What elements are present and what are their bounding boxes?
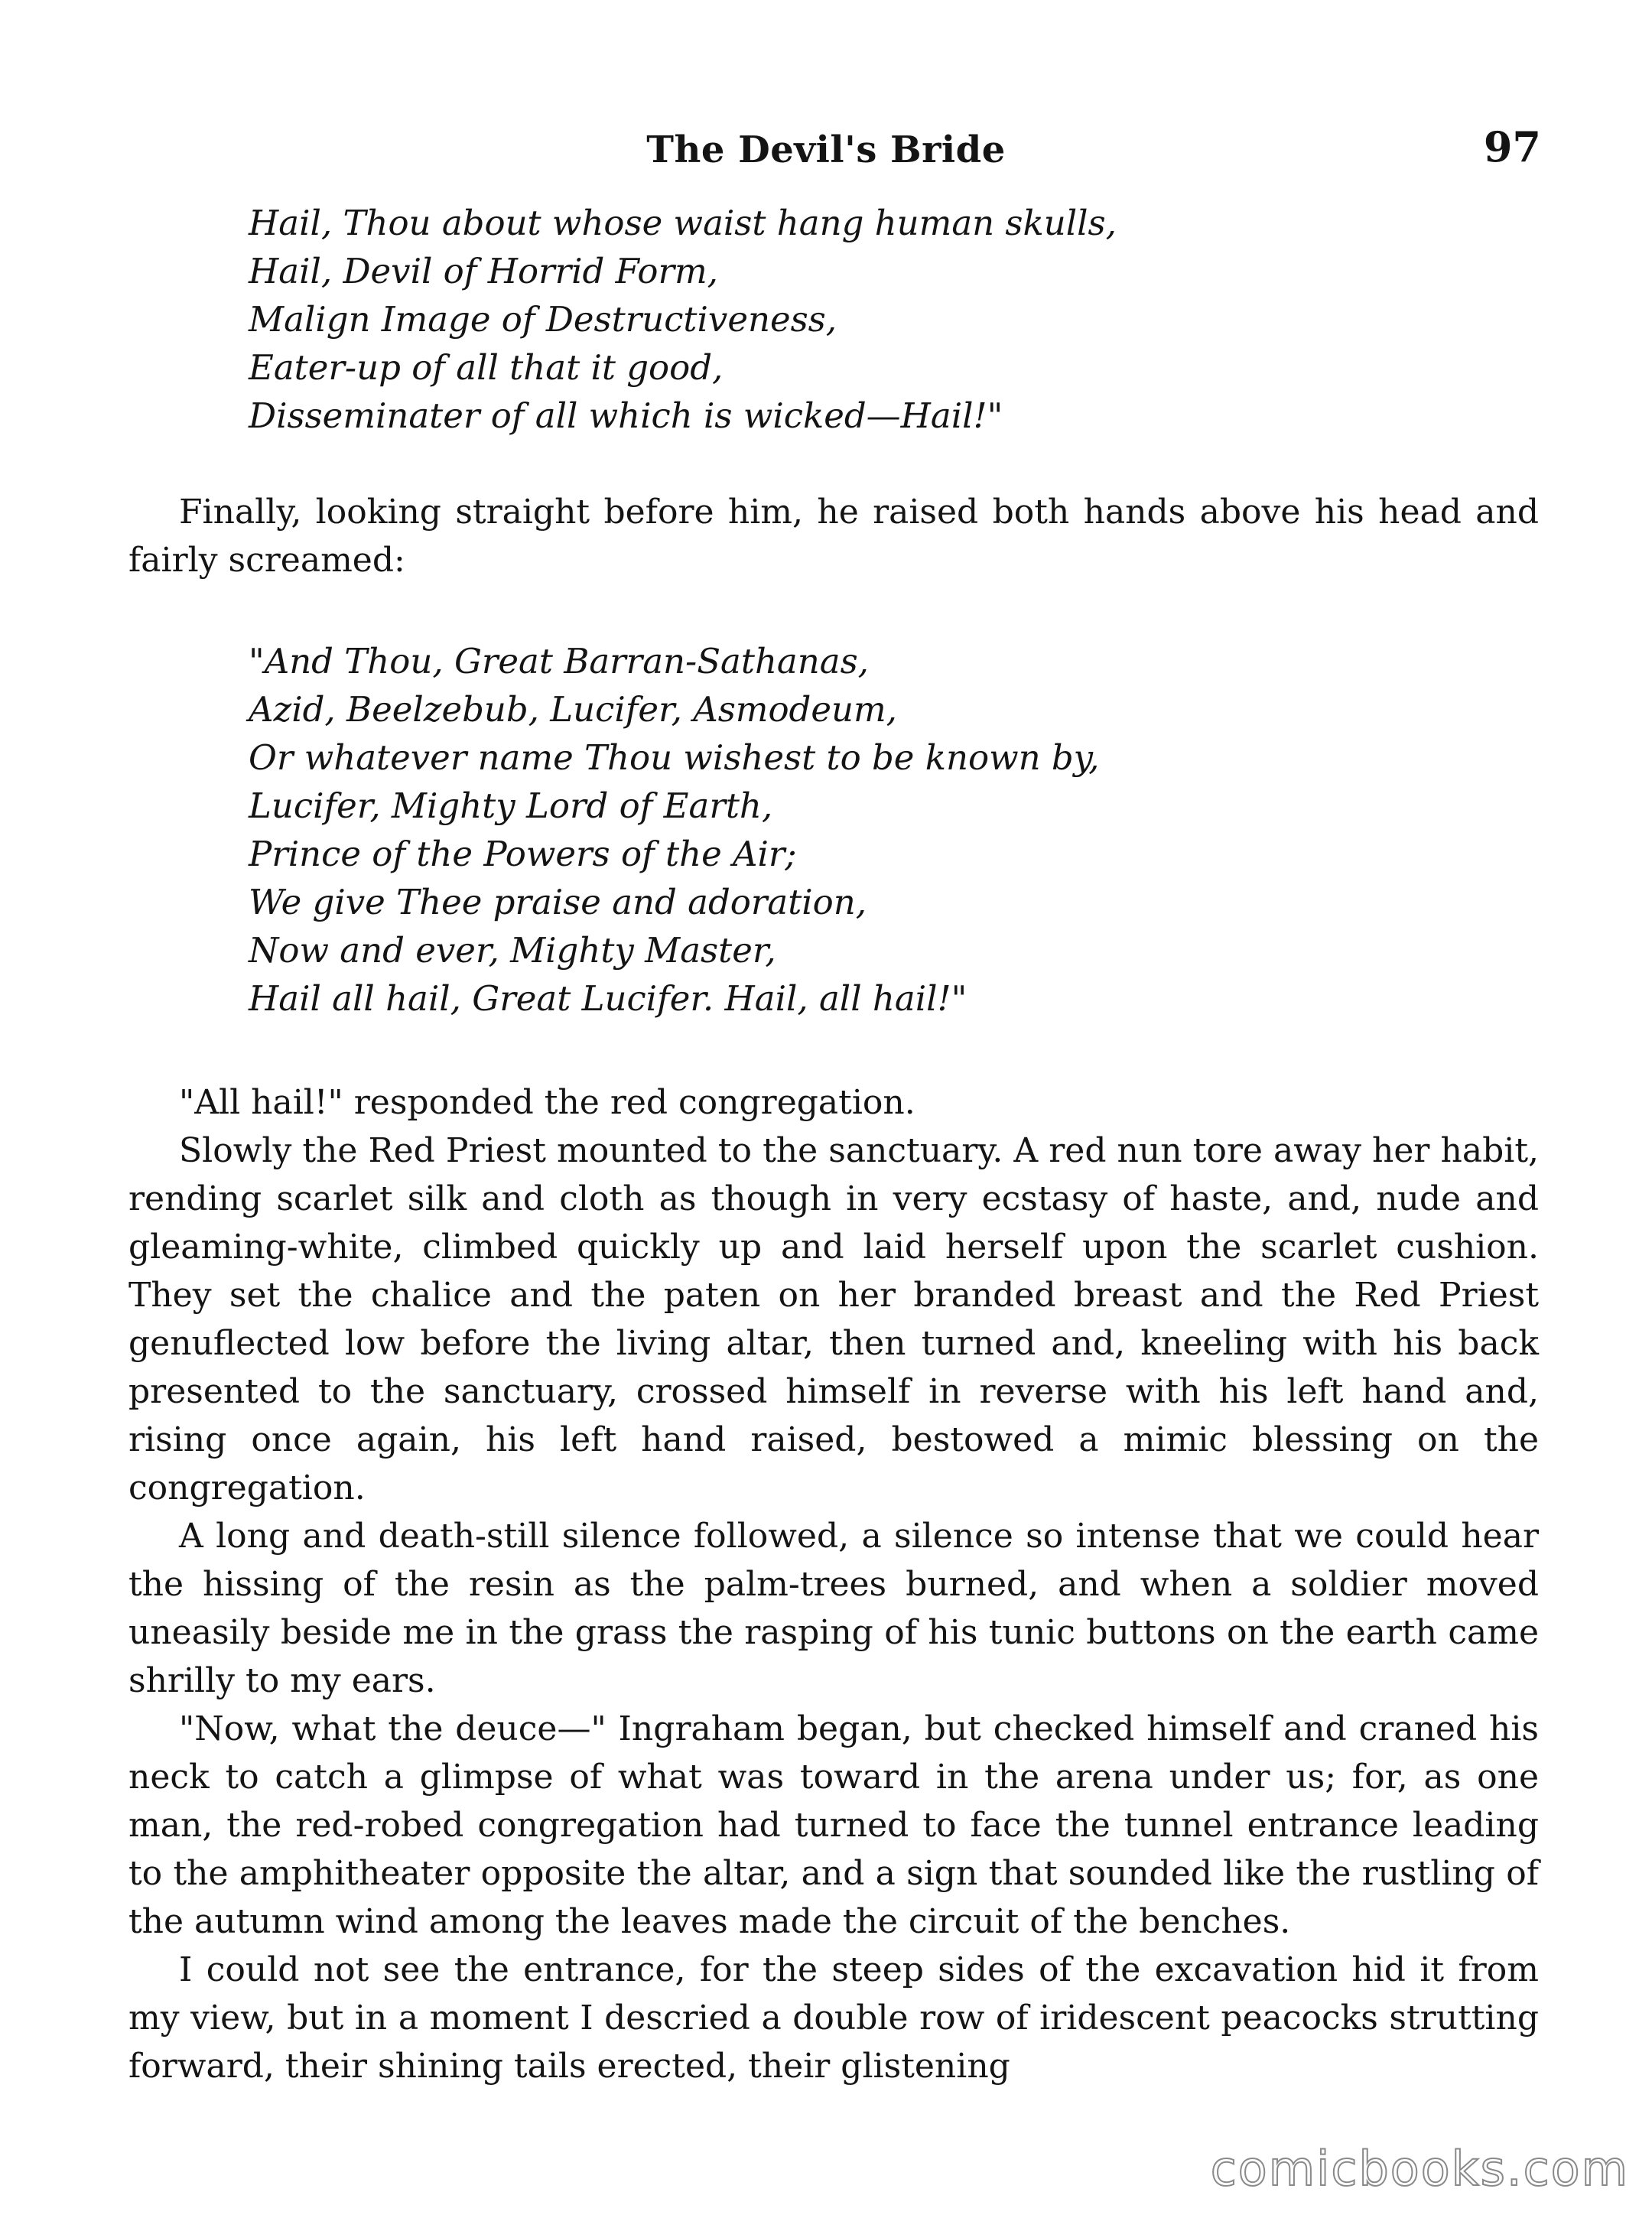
verse-line: Now and ever, Mighty Master, [249, 930, 776, 971]
paragraph: "All hail!" responded the red congregation. [179, 1083, 915, 1122]
running-title: The Devil's Bride [646, 128, 1006, 171]
verse-line: "And Thou, Great Barran-Sathanas, [249, 641, 869, 681]
paragraph: Finally, looking straight before him, he raised both hands above his head and fairly screamed: [128, 493, 1539, 580]
paragraph: Slowly the Red Priest mounted to the sanctuary. A red nun tore away her habit, rending scarlet silk and cloth as though in very ecstasy of haste, and, nude and gleaming-white, climbed quickly up and laid herself upon the scarlet cushion. They set the chalice and the paten on her branded breast and the Red Priest genuflected low before the living altar, then turned and, kneeling with his back presented to the sanctuary, crossed himself in reverse with his left hand and, rising once again, his left hand raised, bestowed a mimic blessing on the congregation. [128, 1131, 1539, 1507]
site-watermark: comicbooks.com [1210, 2141, 1629, 2197]
verse-line: We give Thee praise and adoration, [249, 882, 867, 922]
verse-line: Or whatever name Thou wishest to be known by, [249, 737, 1100, 778]
verse-line: Hail, Thou about whose waist hang human skulls, [249, 203, 1117, 243]
verse-line: Lucifer, Mighty Lord of Earth, [249, 785, 773, 826]
verse-line: Disseminater of all which is wicked—Hail!" [249, 395, 1003, 436]
paragraph: A long and death-still silence followed, a silence so intense that we could hear the hissing of the resin as the palm-trees burned, and when a soldier moved uneasily beside me in the grass the rasping of his tunic buttons on the earth came shrilly to my ears. [128, 1517, 1539, 1700]
body-text [128, 1078, 1539, 2090]
paragraph: I could not see the entrance, for the steep sides of the excavation hid it from my view, but in a moment I descried a double row of iridescent peacocks strutting forward, their shining tails erected, their glistening [128, 1950, 1539, 2086]
paragraph: "Now, what the deuce—" Ingraham began, but checked himself and craned his neck to catch a glimpse of what was toward in the arena under us; for, as one man, the red-robed congregation had turned to face the tunnel entrance leading to the amphitheater opposite the altar, and a sign that sounded like the rustling of the autumn wind among the leaves made the circuit of the benches. [128, 1709, 1539, 1941]
verse-line: Prince of the Powers of the Air; [249, 834, 797, 874]
verse-line: Eater-up of all that it good, [249, 347, 724, 388]
invocation-verse [249, 199, 1117, 440]
verse-line: Azid, Beelzebub, Lucifer, Asmodeum, [249, 689, 897, 730]
lucifer-verse [249, 637, 1099, 1023]
verse-line: Malign Image of Destructiveness, [249, 299, 837, 340]
verse-line: Hail all hail, Great Lucifer. Hail, all hail!" [249, 978, 967, 1019]
paragraph-block [128, 488, 1539, 584]
page-number: 97 [1483, 122, 1541, 171]
verse-line: Hail, Devil of Horrid Form, [249, 251, 718, 291]
